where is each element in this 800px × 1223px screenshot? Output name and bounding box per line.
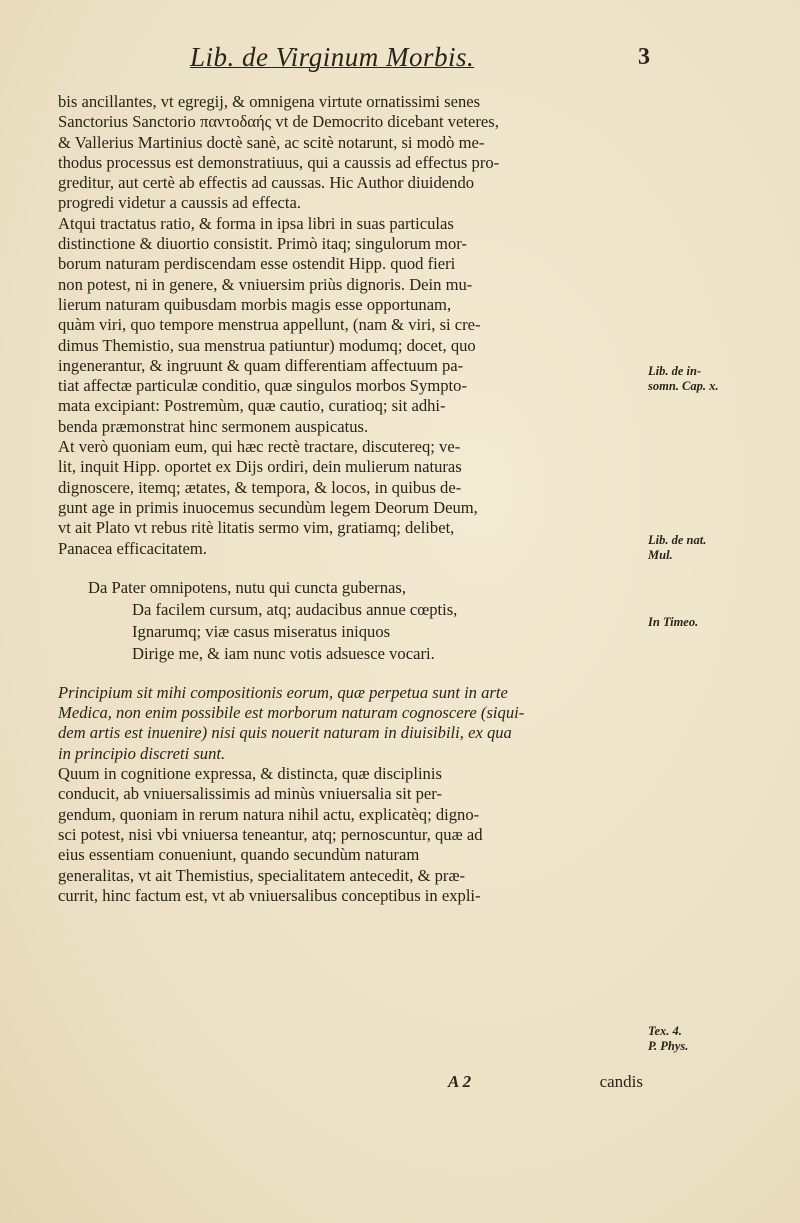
text-line: mata excipiant: Postremùm, quæ cautio, curatioq; sit adhi- (58, 396, 446, 416)
invocation-verse (58, 577, 643, 665)
text-line: thodus processus est demonstratiuus, qui a caussis ad effectus pro- (58, 152, 500, 172)
text-line: At verò quoniam eum, qui hæc rectè tractare, discutereq; ve- (58, 437, 461, 457)
text-line: gendum, quoniam in rerum natura nihil actu, explicatèq; digno- (58, 804, 480, 824)
quote-line: Medica, non enim possibile est morborum naturam cognoscere (siqui- (58, 703, 525, 723)
verse-line: Dirige me, & iam nunc votis adsuesce vocari. (132, 643, 435, 663)
margin-note-line: Lib. de nat. (648, 533, 707, 547)
text-line: Panacea efficacitatem. (58, 538, 207, 558)
body-paragraphs (58, 92, 643, 559)
text-line: currit, hinc factum est, vt ab vniuersalibus conceptibus in expli- (58, 885, 481, 905)
text-line: dignoscere, itemq; ætates, & tempora, & locos, in quibus de- (58, 477, 462, 497)
margin-note (648, 615, 698, 630)
text-line: lierum naturam quibusdam morbis magis esse opportunam, (58, 294, 452, 314)
spacer (58, 559, 643, 577)
text-line: Quum in cognitione expressa, & distincta, quæ disciplinis (58, 764, 442, 784)
running-header (190, 42, 650, 82)
text-line: lit, inquit Hipp. oportet ex Dijs ordiri, dein mulierum naturas (58, 457, 462, 477)
text-line: progredi videtur a caussis ad effecta. (58, 193, 301, 213)
spacer (58, 665, 643, 683)
verse-line: Ignarumq; viæ casus miseratus iniquos (132, 621, 391, 641)
text-line: Atqui tractatus ratio, & forma in ipsa libri in suas particulas (58, 213, 454, 233)
text-line: conducit, ab vniuersalissimis ad minùs vniuersalia sit per- (58, 784, 443, 804)
main-text (58, 92, 643, 906)
margin-note-line: P. Phys. (648, 1039, 689, 1053)
text-line: distinctione & diuortio consistit. Primò itaq; singulorum mor- (58, 234, 467, 254)
margin-note (648, 364, 719, 394)
verse-line: Da facilem cursum, atq; audacibus annue cœptis, (132, 599, 458, 619)
catchword: candis (599, 1072, 643, 1091)
margin-note-line: Mul. (648, 548, 673, 562)
text-line: eius essentiam conueniunt, quando secundùm naturam (58, 845, 420, 865)
text-line: quàm viri, quo tempore menstrua appellunt, (nam & viri, si cre- (58, 315, 481, 335)
verse-line: Da Pater omnipotens, nutu qui cuncta gubernas, (88, 577, 406, 597)
quote-line: dem artis est inuenire) nisi quis nouerit naturam in diuisibili, ex qua (58, 723, 512, 743)
margin-note-line: somn. Cap. x. (648, 379, 719, 393)
text-line: & Vallerius Martinius doctè sanè, ac scitè notarunt, si modò me- (58, 132, 485, 152)
text-line: tiat affectæ particulæ conditio, quæ singulos morbos Sympto- (58, 376, 467, 396)
margin-note-line: In Timeo. (648, 615, 699, 629)
text-line: greditur, aut certè ab effectis ad caussas. Hic Author diuidendo (58, 173, 475, 193)
margin-note-line: Tex. 4. (648, 1024, 682, 1038)
hippocrates-quote (58, 683, 643, 764)
margin-note-line: Lib. de in- (648, 364, 702, 378)
signature-mark: A 2 (448, 1072, 472, 1091)
text-line: borum naturam perdiscendam esse ostendit Hipp. quod fieri (58, 254, 456, 274)
text-line: benda præmonstrat hinc sermonem auspicatus. (58, 416, 369, 436)
running-title: Lib. de Virginum Morbis. (190, 42, 475, 72)
text-line: gunt age in primis inuocemus secundùm legem Deorum Deum, (58, 497, 478, 517)
quote-line: Principium sit mihi compositionis eorum, quæ perpetua sunt in arte (58, 682, 508, 702)
text-line: sci potest, nisi vbi vniuersa teneantur, atq; pernoscuntur, quæ ad (58, 824, 483, 844)
text-line: Sanctorius Sanctorio παντοδαής vt de Democrito dicebant veteres, (58, 112, 499, 132)
text-line: generalitas, vt ait Themistius, specialitatem antecedit, & præ- (58, 865, 466, 885)
text-line: ingenerantur, & ingruunt & quam differentiam affectuum pa- (58, 355, 464, 375)
text-line: vt ait Plato vt rebus ritè litatis sermo vim, gratiamq; delibet, (58, 518, 455, 538)
margin-note (648, 1024, 688, 1054)
page-footer (58, 1072, 643, 1096)
text-line: bis ancillantes, vt egregij, & omnigena virtute ornatissimi senes (58, 92, 481, 111)
final-paragraph (58, 764, 643, 906)
margin-note (648, 533, 706, 563)
page-number: 3 (638, 44, 650, 70)
text-line: non potest, ni in genere, & vniuersim priùs dignoris. Dein mu- (58, 274, 473, 294)
quote-line: in principio discreti sunt. (58, 743, 226, 763)
text-line: dimus Themistio, sua menstrua patiuntur) modumq; docet, quo (58, 335, 476, 355)
